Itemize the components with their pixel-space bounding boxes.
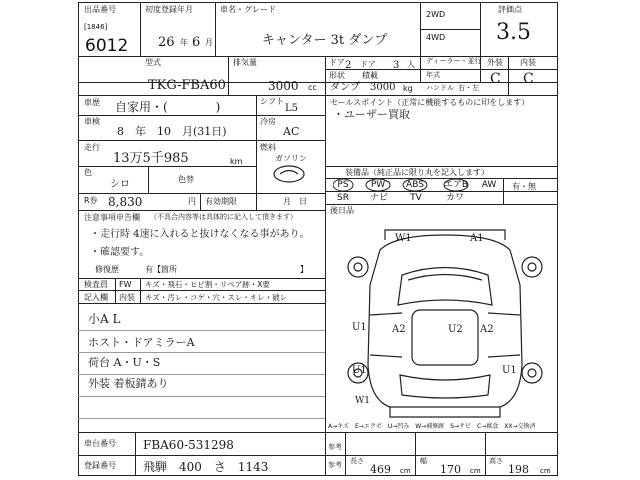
displacement-label: 排気量 [233, 58, 257, 67]
displacement-unit: cc [308, 83, 317, 92]
first-reg-year-unit: 年 [180, 38, 188, 47]
fuel-mark-icon [270, 163, 308, 185]
aircon-label: 冷房 [260, 117, 276, 126]
displacement-value: 3000 [268, 79, 299, 93]
color-no-label: 色替 [178, 175, 194, 184]
equip-airbag: エアB [443, 180, 469, 190]
model-code-value: TKG-FBA60 [148, 78, 226, 93]
lot-number: 6012 [85, 36, 129, 56]
note-line-1: ・走行時 4速に入れると抜けなくなる事があり。 [90, 229, 310, 240]
vehicle-damage-diagram [340, 225, 550, 420]
interior-value: C [523, 71, 534, 87]
equip-ps: PS [337, 180, 349, 190]
seats-unit: 人 [407, 60, 415, 69]
equip-navi: ナビ [369, 193, 388, 203]
notes-label: 注意事項申告欄 [84, 213, 140, 222]
doors-label: ドア [329, 58, 345, 67]
purpose-value: 自家用・( ) [115, 100, 221, 114]
equipment-label: 装備品（純正品に限り丸を記入します） [345, 168, 489, 177]
mileage-label: 走行 [84, 143, 100, 152]
capacity-value: 3000 [370, 82, 396, 93]
aircon-value: AC [283, 125, 300, 138]
equip-fee: 有・無 [512, 182, 536, 191]
shift-label: シフト [260, 97, 284, 106]
inspection-value: 8 年 10 月(31日) [117, 125, 227, 138]
height-label: 高さ [489, 457, 503, 465]
fw-label: FW [119, 280, 132, 289]
ref-label-2: 参考 [328, 461, 342, 469]
exterior-value: C [490, 71, 501, 87]
seats-value: 3 [393, 60, 400, 71]
plate-value: 飛騨 400 さ 1143 [143, 460, 269, 474]
width-value: 170 [440, 463, 461, 476]
recycle-value: 8,830 [108, 195, 143, 209]
equipment-circle-marks [333, 177, 473, 207]
ref-label-1: 参考 [328, 443, 342, 451]
interior-items: キズ・汚レ・コゲ・穴・スレ・キレ・破レ [145, 293, 288, 302]
length-unit: cm [400, 467, 411, 475]
equip-pw: PW [370, 180, 386, 190]
hand-note-3: 荷台 A・U・S [88, 356, 161, 369]
mark-mid-u2: U2 [448, 324, 463, 335]
color-value: シロ [110, 179, 130, 190]
capacity-label: 積載 [362, 71, 378, 80]
grade-label: 評価点 [498, 5, 522, 14]
shape-label: 形状 [329, 71, 345, 80]
plate-label: 登録番号 [84, 461, 116, 470]
doors-unit: ドア [360, 60, 376, 69]
recycle-label: R券 [84, 196, 98, 205]
hand-note-2: ホスト・ドアミラーA [88, 336, 195, 349]
handle-label: ハンドル [426, 84, 454, 92]
fw-items: キズ・飛石・ヒビ割・リペア跡・X要 [145, 280, 270, 289]
recycle-yen: 円 [188, 197, 196, 206]
purpose-label: 車歴 [84, 98, 100, 107]
history-close: 】 [300, 265, 308, 274]
height-value: 198 [508, 463, 529, 476]
drive-2wd: 2WD [426, 10, 446, 19]
mark-top-right: A1 [470, 233, 484, 244]
equip-tv: TV [410, 193, 422, 203]
mileage-unit: km [230, 157, 243, 166]
mark-mid-a2: A2 [392, 324, 406, 335]
note-line-2: ・確認要す。 [90, 247, 150, 258]
hand-note-1: 小A L [88, 312, 121, 326]
interior-label: 内装 [520, 58, 536, 67]
mark-top-left: W1 [395, 233, 412, 244]
equip-sr: SR [337, 193, 349, 203]
length-value: 469 [370, 463, 391, 476]
model-name-value: キャンター 3t ダンプ [262, 33, 388, 48]
fuel-value: ガソリン [275, 154, 307, 163]
expiry-label: 有効期限 [205, 197, 237, 206]
mark-bottom-right: U1 [502, 365, 517, 376]
expiry-month-day: 月 日 [283, 197, 307, 206]
first-reg-label: 初度登録年月 [145, 5, 193, 14]
mark-bottom-left: U1 [352, 365, 367, 376]
notes-sub: （不具合内容等は具体的に記入して頂きます） [150, 213, 297, 221]
drive-4wd: 4WD [426, 33, 446, 42]
doors-value: 2 [345, 60, 352, 71]
handle-options: 右・左 [458, 84, 479, 92]
length-label: 長さ [350, 457, 364, 465]
equip-leather: カワ [445, 193, 464, 203]
hand-note-4: 外装 着板錆あり [88, 377, 169, 390]
first-reg-year: 26 [158, 35, 175, 50]
sales-label: セールスポイント（正常に機能するものに印をします） [330, 98, 530, 107]
width-unit: cm [470, 467, 481, 475]
grade-value: 3.5 [496, 20, 531, 45]
history-label: 修復歴 [95, 265, 119, 274]
chassis-label: 車台番号 [84, 439, 116, 448]
exterior-label: 外装 [487, 58, 503, 67]
diagram-legend: A→キズ E→エクボ U→凹み W→補修跡 S→サビ C→腐食 XX→交換済 [328, 423, 536, 430]
height-unit: cm [540, 467, 551, 475]
year-label: 年式 [426, 71, 440, 79]
interior-chk-label: 内装 [119, 293, 135, 302]
equip-aw: AW [481, 180, 497, 190]
width-label: 幅 [420, 457, 427, 465]
fuel-label: 燃料 [260, 143, 276, 152]
model-code-label: 型式 [145, 58, 161, 67]
model-name-label: 車名・グレード [220, 5, 276, 14]
history-value: 有【箇所 [145, 265, 177, 274]
equip-abs: ABS [406, 180, 424, 190]
first-reg-month-unit: 月 [205, 38, 213, 47]
color-label: 色 [84, 168, 92, 177]
chassis-value: FBA60-531298 [143, 438, 234, 452]
capacity-unit: kg [403, 84, 413, 93]
mark-mid-left: U1 [352, 322, 367, 333]
mark-mid-a2r: A2 [480, 324, 494, 335]
sales-point: ・ユーザー買取 [333, 108, 410, 121]
lot-label: 出品番号 [84, 5, 116, 14]
inspector-label-1: 検査員 [84, 280, 108, 289]
rear-label: 後日品 [330, 206, 354, 215]
dealer-label: ディーラー・並行 [426, 57, 482, 65]
first-reg-month: 6 [192, 35, 201, 50]
inspector-label-2: 記入欄 [84, 293, 108, 302]
inspection-label: 車検 [84, 117, 100, 126]
lot-sub: [1846] [84, 23, 108, 31]
shift-value: L5 [285, 103, 299, 114]
shape-value: ダンプ [330, 82, 361, 93]
mileage-value: 13万5千985 [113, 151, 189, 166]
mark-bl: W1 [355, 396, 370, 406]
